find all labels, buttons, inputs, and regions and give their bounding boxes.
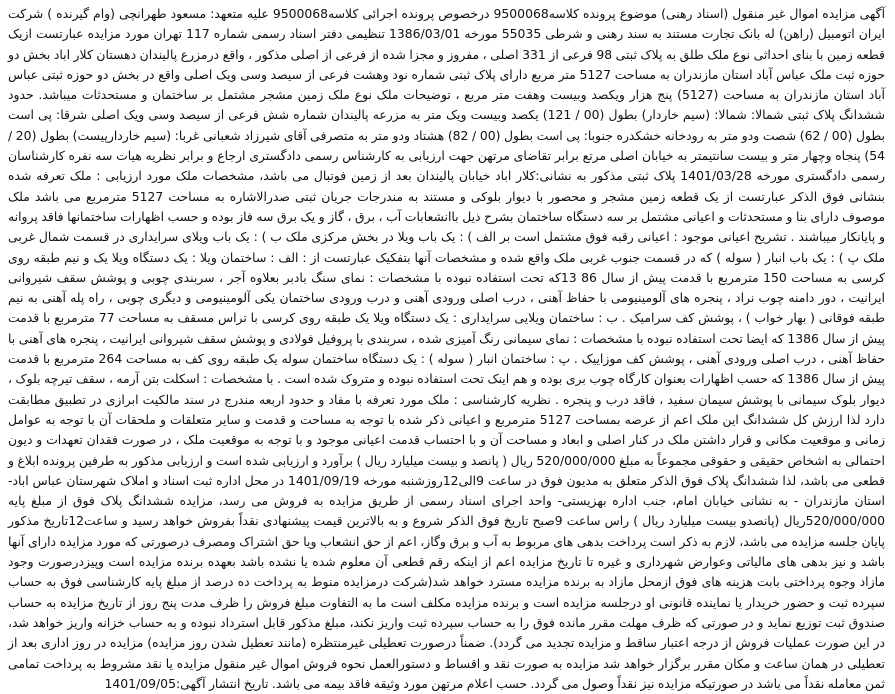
auction-notice-text: آگهی مزایده اموال غیر منقول (اسناد رهنی) موضوع پرونده کلاسه9500068 درخصوص پرونده اجرائی کلاسه9500068 علیه متعهد: مسعود طهرانچی (وام گیرنده ) شرکت ایران اتومبیل (راهن) له بانک تجارت مستند به سند رهنی و شرطی 55035 مورخه 1386/03/01 تنظیمی دفتر اسناد رسمی شماره 117 تهران مورد مزایده عبارتست ازیک قطعه زمین با بنای احداثی نوع ملک طلق به پلاک ثبتی 98 فرعی از 331 اصلی ، مفروز و مجزا شده از فرعی از اصلی مذکور ، واقع درمزرع پالیندان دهستان کلار اباد بخش دو حوزه ثبت ملک عباس آباد استان مازندران به مساحت 5127 متر مربع دارای پلاک ثبتی شماره نود وهشت فرعی از سیصد وسی ویک اصلی واقع در بخش دو حوزه ثبتی عباس آباد استان مازندران به مساحت (5127) پنج هزار ویکصد وبیست وهفت متر مربع ، توضیحات ملک نوع ملک زمین مشجر مشتمل بر ساختمان و مستحدثات میباشد. حدود ششدانگ پلاک ثبتی شمالا: شمالا: (سیم خاردار) بطول (00 / 121) یکصد وبیست ویک متر به مزرعه پالیندان شماره شش فرعی از سیصد وسی ویک اصلی شرقا: پی است بطول (00 / 62) شصت ودو متر به رودخانه خشکدره جنوبا: پی است بطول (00 / 82) هشتاد ودو متر به متصرفی آقای شیرزاد شعبانی غربا: (سیم خاردارپیست) بطول (20 / 54) پنجاه وچهار متر و بیست سانتیمتر به خیابان اصلی مرتع برابر تقاضای مرتهن جهت ارزیابی به کارشناس رسمی دادگستری ارجاع و برابر نظریه هیات سه نفره کارشناسان رسمی دادگستری مورخه 1401/03/28 پلاک ثبتی مذکور به نشانی:کلار اباد خیابان پالیندان بعد از زمین فوتبال می باشد، مشخصات ملک مورد ارزیابی : ملک تعرفه شده بنشانی فوق الذکر عبارتست از یک قطعه زمین مشجر و محصور با دیوار بلوکی و مستند به مندرجات جریان ثبتی صدرالاشاره به مساحت 5127 مترمربع می باشد ملک موصوف دارای بنا و مستحدثات و اعیانی مشتمل بر سه دستگاه ساختمان بشرح ذیل باانشعابات آب ، برق ، گاز و یک برق سه فاز بوده و حسب اظهارات ساختمانها فاقد پروانه و پایانکار میباشند . تشریح اعیانی موجود : اعیانی رقبه فوق مشتمل است بر الف ) : یک باب ویلا در بخش مرکزی ملک ب ) : یک باب ویلای سرایداری در قسمت شمال غربی ملک پ ) : یک باب انبار ( سوله ) که در قسمت جنوب غربی ملک واقع شده و مشخصات آنها بتفکیک عبارتست از : الف : ساختمان ویلا : یک دستگاه ویلا یک و نیم طبقه روی کرسی به مساحت 150 مترمربع با قدمت پیش از سال 86 13که تحت استفاده نبوده با مشخصات : نمای سنگ بادبر بعلاوه آجر ، سربندی چوبی و پوشش سقف شیروانی ایرانیت ، دور دامنه چوب نراد ، پنجره های آلومینیومی با حفاظ آهنی ، درب اصلی ورودی آهنی و درب ورودی ساختمان یکی آلومینیومی و دیگری چوبی ، راه پله آهنی به نیم طبقه فوقانی ( بهار خواب ) ، پوشش کف سرامیک . ب : ساختمان ویلایی سرایداری : یک دستگاه ویلا یک طبقه روی کرسی با تراس مسقف به مساحت 77 مترمربع با قدمت پیش از سال 1386 که ایضا تحت استفاده نبوده با مشخصات : نمای سیمانی رنگ آمیزی شده ، سربندی با پروفیل فولادی و پوشش سقف شیروانی ایرانیت ، پنجره های آهنی با حفاظ آهنی ، درب اصلی ورودی آهنی ، پوشش کف موزاییک . پ : ساختمان انبار ( سوله ) : یک دستگاه ساختمان سوله یک طبقه روی کف به مساحت 264 مترمربع با قدمت پیش از سال 1386 که حسب اظهارات بعنوان کارگاه چوب بری بوده و هم اینک تحت استفاده نبوده و متروک شده است . با مشخصات : اسکلت بتن آرمه ، سقف تیرچه بلوک ، دیوار بلوک سیمانی با پوشش سیمان سفید ، فاقد درب و پنجره . نظریه کارشناسی : ملک مورد تعرفه با مفاد و حدود اربعه مندرج در سند مالکیت ابرازی در تطبیق مطابقت دارد لذا ارزش کل ششدانگ این ملک اعم از عرصه بمساحت 5127 مترمربع و اعیانی ذکر شده با توجه به مساحت و قدمت و سایر متعلقات و ملحقات آن با توجه به عوامل زمانی و موقعیت مکانی و قرار داشتن ملک در کنار اصلی و ابعاد و مساحت آن و با احتساب قدمت اعیانی موجود و با توجه به موقعیت ملک ، در صورت فقدان تعهدات و دیون احتمالی به اشخاص حقیقی و حقوقی مجموعاً به مبلغ 520/000/000 ریال ( پانصد و بیست میلیارد ریال ) برآورد و ارزیابی شده است و ارزیابی مذکور به طرفین پرونده ابلاغ و قطعی می باشد، لذا ششدانگ پلاک فوق الذکر متعلق به مدیون فوق در ساعت 9الی12روزشنبه مورخه 1401/09/19 در محل اداره ثبت اسناد و املاک شهرستان عباس اباد- استان مازندران - به نشانی خیابان امام، جنب اداره بهزیستی- واحد اجرای اسناد رسمی از طریق مزایده به فروش می رسد، مزایده ششدانگ پلاک فوق از مبلغ پایه 520/000/000ریال (پانصدو بیست میلیارد ریال ) راس ساعت 9صبح تاریخ فوق الذکر شروع و به بالاترین قیمت پیشنهادی نقداً بفروش خواهد رسید و ساعت12تاریخ مذکور پایان جلسه مزایده می باشد، لازم به ذکر است پرداخت بدهی های مربوط به آب و برق وگاز، اعم از حق انشعاب ویا حق اشتراک ومصرف درصورتی که مورد مزایده دارای آنها باشد و نیز بدهی های مالیاتی وعوارض شهرداری و غیره تا تاریخ مزایده اعم از اینکه رقم قطعی آن معلوم شده یا نشده باشد بعهده برنده مزایده است وپیزدرصورت وجود مازاد وجوه پرداختی بابت هزینه های فوق ازمحل مازاد به برنده مزایده مسترد خواهد شد(شرکت درمزایده منوط به پرداخت ده درصد از مبلغ پایه کارشناسی فوق به حساب سپرده ثبت و حضور خریدار یا نماینده قانونی او درجلسه مزایده است و برنده مزایده مکلف است ما به التفاوت مبلغ فروش را ظرف مدت پنج روز از تاریخ مزایده به حساب صندوق ثبت توزیع نماید و در صورتی که ظرف مهلت مقرر مانده فوق را به حساب سپرده ثبت واریز نکند، مبلغ مذکور قابل استرداد نبوده و به حساب خزانه واریز خواهد شد، در این صورت عملیات فروش از درجه اعتبار ساقط و مزایده تجدید می گردد). ضمناً درصورت تعطیلی غیرمنتظره (مانند تعطیل شدن روز مزایده) مزایده در روز اداری بعد از تعطیلی در همان ساعت و مکان مقرر برگزار خواهد شد مزایده به صورت نقد و اقساط و دستورالعمل نحوه فروش اموال غیر منقول مزایده یا نقد مشروط به پرداخت تمامی ثمن معامله نقداً می باشد در صورتیکه مزایده نیز نقداً وصول می گردد. حسب اعلام مرتهن مورد وثیقه فاقد بیمه می باشد. تاریخ انتشار آگهی:1401/09/05	[8, 6, 886, 691]
